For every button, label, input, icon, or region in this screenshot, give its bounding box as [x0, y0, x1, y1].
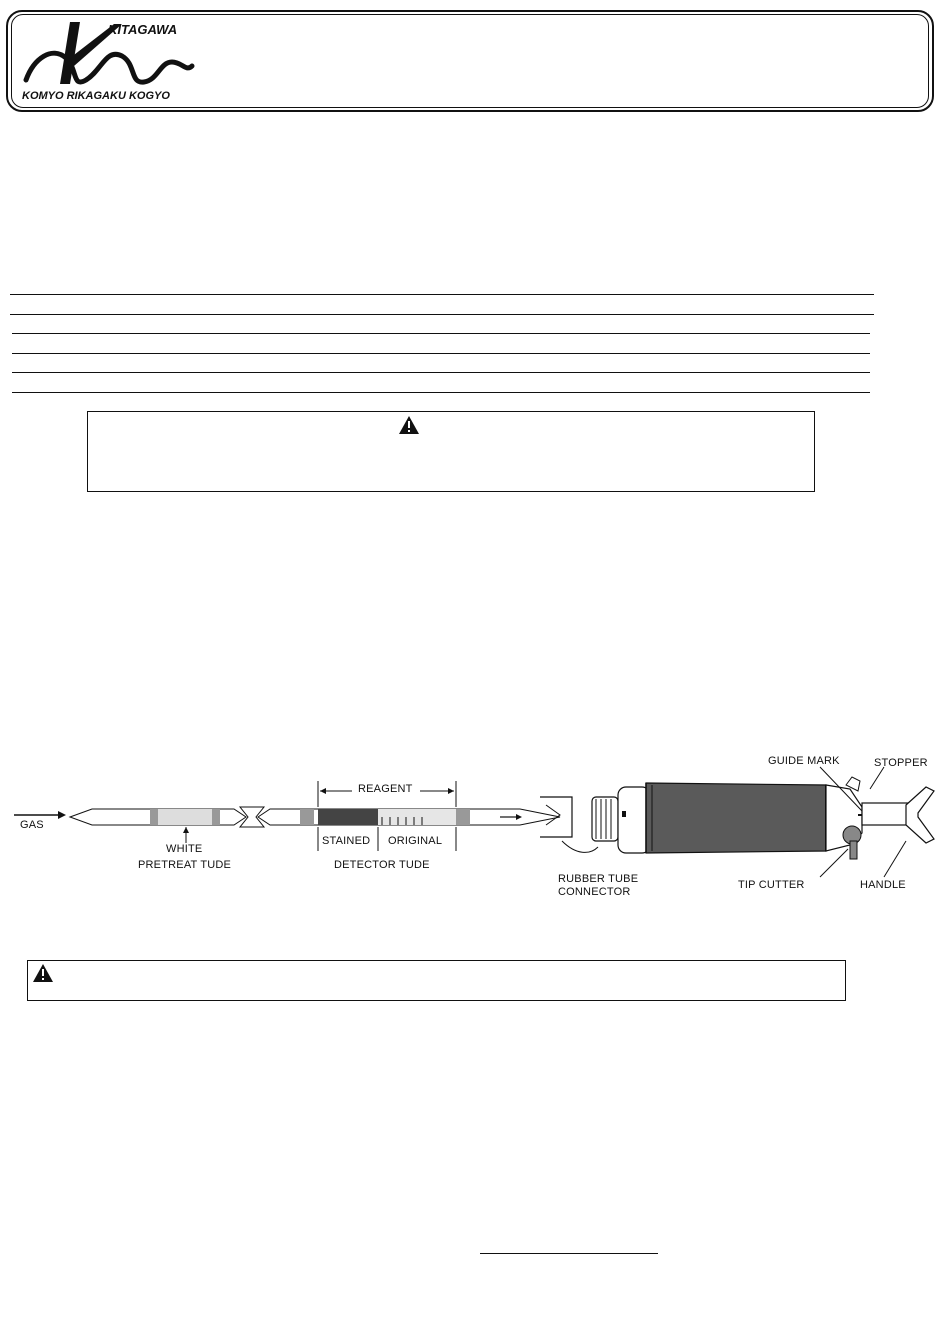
signature-line: [480, 1253, 658, 1254]
stopper-label: STOPPER: [874, 757, 928, 769]
rule-line: [12, 372, 870, 373]
handle-label: HANDLE: [860, 879, 906, 891]
detector-tube-label: DETECTOR TUDE: [334, 859, 430, 871]
stained-label: STAINED: [322, 835, 371, 847]
logo-company-text: KOMYO RIKAGAKU KOGYO: [22, 90, 170, 102]
gas-label: GAS: [20, 819, 44, 831]
rule-line: [12, 353, 870, 354]
rule-line: [10, 294, 874, 295]
pretreat-tube-label: PRETREAT TUDE: [138, 859, 232, 871]
company-logo: [22, 18, 202, 106]
pump-diagram: [0, 745, 950, 905]
guide-mark-label: GUIDE MARK: [768, 755, 840, 767]
white-label: WHITE: [166, 843, 203, 855]
warning-box: [87, 411, 815, 492]
rubber-tube-label: RUBBER TUBE: [558, 873, 639, 885]
warning-box-2: [27, 960, 846, 1001]
pump-diagram-drawing: [0, 745, 950, 905]
tip-cutter-label: TIP CUTTER: [738, 879, 805, 891]
warning-icon: [32, 963, 54, 988]
logo-brand-text: KITAGAWA: [108, 22, 178, 37]
connector-label: CONNECTOR: [558, 886, 631, 898]
rule-line: [12, 392, 870, 393]
rule-line: [10, 314, 874, 315]
rule-line: [12, 333, 870, 334]
warning-icon: [398, 415, 420, 440]
original-label: ORIGINAL: [388, 835, 443, 847]
reagent-label: REAGENT: [358, 783, 413, 795]
